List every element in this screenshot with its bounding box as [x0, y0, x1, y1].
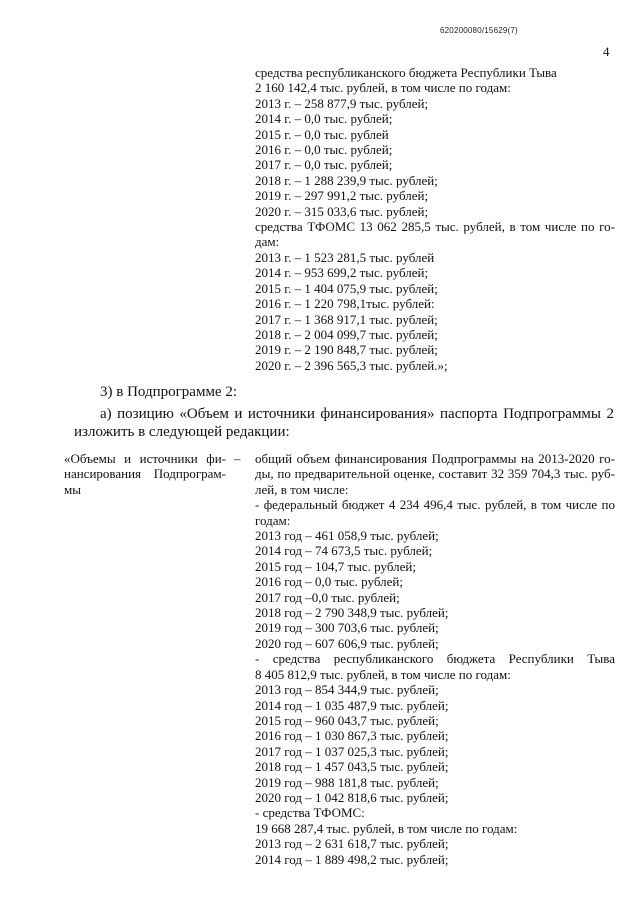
paragraph-a-line-2: изложить в следующей редакции: — [74, 424, 290, 440]
text-line: 2017 г. – 1 368 917,1 тыс. рублей; — [255, 311, 438, 327]
text-line: - федеральный бюджет 4 234 496,4 тыс. рублей, в том числе по — [255, 497, 615, 513]
text-line: 2020 г. – 315 033,6 тыс. рублей; — [255, 203, 429, 219]
text-line: 2018 г. – 2 004 099,7 тыс. рублей; — [255, 326, 438, 342]
document-id: 620200080/15629(7) — [440, 26, 518, 35]
text-line: 2013 г. – 1 523 281,5 тыс. рублей — [255, 249, 435, 265]
text-line: общий объем финансирования Подпрограммы на 2013-2020 го- — [255, 451, 615, 466]
text-line: 2 160 142,4 тыс. рублей, в том числе по годам: — [255, 80, 511, 96]
label-line: мы — [64, 481, 81, 497]
text-line: 2015 год – 104,7 тыс. рублей; — [255, 558, 416, 574]
text-line: 2015 г. – 1 404 075,9 тыс. рублей; — [255, 280, 438, 296]
passport-dash: – — [234, 451, 241, 466]
text-line: 2020 г. – 2 396 565,3 тыс. рублей.»; — [255, 357, 448, 373]
text-line: 2016 г. – 1 220 798,1тыс. рублей: — [255, 296, 435, 312]
text-line: 2015 г. – 0,0 тыс. рублей — [255, 126, 389, 142]
text-line: 2017 год –0,0 тыс. рублей; — [255, 589, 400, 605]
text-line: 2017 г. – 0,0 тыс. рублей; — [255, 157, 393, 173]
paragraph-a-line-1: а) позицию «Объем и источники финансирования» паспорта Подпрограммы 2 — [100, 406, 614, 422]
text-line: дам: — [255, 234, 280, 250]
text-line: 2013 г. – 258 877,9 тыс. рублей; — [255, 95, 429, 111]
text-line: 2013 год – 854 344,9 тыс. рублей; — [255, 682, 439, 698]
text-line: 2016 год – 0,0 тыс. рублей; — [255, 574, 403, 590]
text-line: средства ТФОМС 13 062 285,5 тыс. рублей, в том числе по го- — [255, 219, 615, 235]
text-line: лей, в том числе: — [255, 481, 349, 497]
text-line: 2013 год – 2 631 618,7 тыс. рублей; — [255, 836, 449, 852]
text-line: 2014 г. – 0,0 тыс. рублей; — [255, 111, 393, 127]
text-line: 2019 год – 300 703,6 тыс. рублей; — [255, 620, 439, 636]
text-line: 2019 г. – 2 190 848,7 тыс. рублей; — [255, 342, 438, 358]
text-line: 2014 г. – 953 699,2 тыс. рублей; — [255, 265, 429, 281]
text-line: 2014 год – 74 673,5 тыс. рублей; — [255, 543, 433, 559]
text-line: 2019 год – 988 181,8 тыс. рублей; — [255, 774, 439, 790]
passport-funding-details — [255, 451, 615, 867]
republican-and-tfoms-funding-block — [255, 65, 615, 373]
text-line: 2018 год – 1 457 043,5 тыс. рублей; — [255, 759, 449, 775]
text-line: 2018 г. – 1 288 239,9 тыс. рублей; — [255, 172, 438, 188]
text-line: ды, по предварительной оценке, составит 32 359 704,3 тыс. руб- — [255, 466, 615, 482]
label-line: «Объемы и источники фи- — [64, 451, 226, 466]
text-line: 8 405 812,9 тыс. рублей, в том числе по годам: — [255, 666, 511, 682]
text-line: 2016 год – 1 030 867,3 тыс. рублей; — [255, 728, 449, 744]
text-line: 2015 год – 960 043,7 тыс. рублей; — [255, 712, 439, 728]
text-line: 2020 год – 1 042 818,6 тыс. рублей; — [255, 789, 449, 805]
text-line: 2016 г. – 0,0 тыс. рублей; — [255, 142, 393, 158]
text-line: - средства ТФОМС: — [255, 805, 365, 821]
text-line: - средства республиканского бюджета Республики Тыва — [255, 651, 615, 667]
text-line: 2020 год – 607 606,9 тыс. рублей; — [255, 635, 439, 651]
text-line: 19 668 287,4 тыс. рублей, в том числе по годам: — [255, 820, 518, 836]
paragraph-a — [74, 405, 614, 441]
text-line: средства республиканского бюджета Республики Тыва — [255, 65, 557, 80]
text-line: 2019 г. – 297 991,2 тыс. рублей; — [255, 188, 429, 204]
text-line: 2014 год – 1 035 487,9 тыс. рублей; — [255, 697, 449, 713]
label-line: нансирования Подпрограм- — [64, 466, 226, 482]
text-line: годам: — [255, 512, 291, 528]
text-line: 2017 год – 1 037 025,3 тыс. рублей; — [255, 743, 449, 759]
passport-position-label — [64, 451, 226, 497]
text-line: 2013 год – 461 058,9 тыс. рублей; — [255, 528, 439, 544]
page-number: 4 — [603, 44, 610, 59]
section-heading-3: 3) в Подпрограмме 2: — [100, 384, 238, 400]
text-line: 2014 год – 1 889 498,2 тыс. рублей; — [255, 851, 449, 867]
text-line: 2018 год – 2 790 348,9 тыс. рублей; — [255, 605, 449, 621]
